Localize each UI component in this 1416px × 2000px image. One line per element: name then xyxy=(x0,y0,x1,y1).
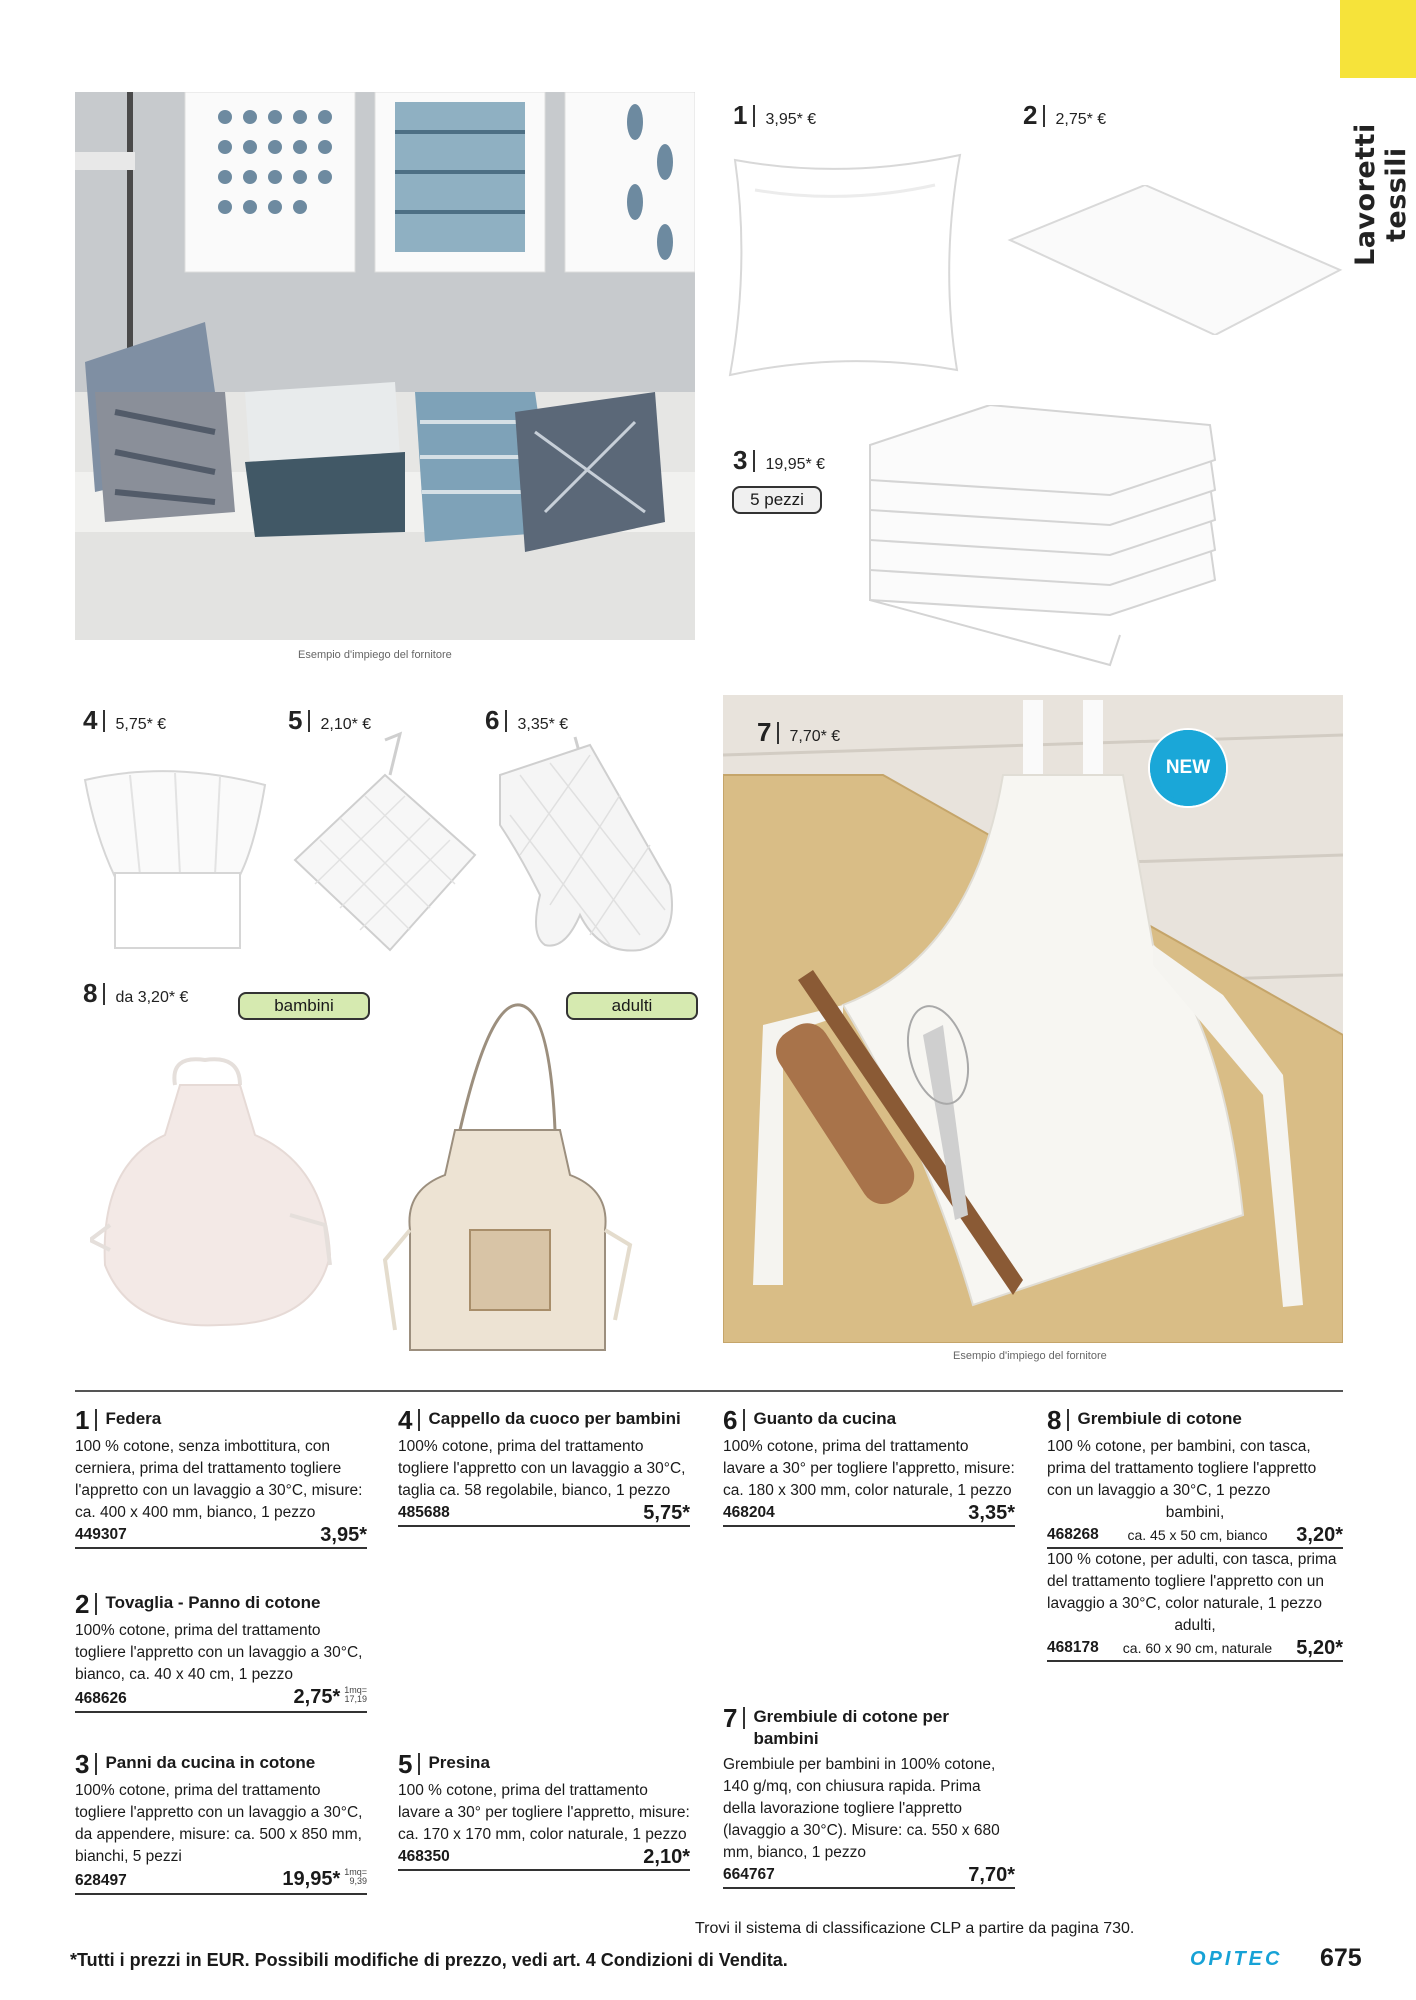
adults-pill: adulti xyxy=(566,992,698,1020)
variant-label-adults: adulti, xyxy=(1174,1617,1216,1634)
product-heading: 6 Guanto da cucina xyxy=(723,1405,897,1435)
pot-holder-image xyxy=(290,730,480,960)
product-description-children: 100 % cotone, per bambini, con tasca, prima del trattamento togliere l'appretto con un lavaggio a 30°C, 1 pezzo xyxy=(1047,1438,1317,1499)
product-item-4 xyxy=(398,1405,690,1527)
product-order-line: 468350 2,10* xyxy=(398,1846,690,1871)
product-heading: 3 Panni da cucina in cotone xyxy=(75,1749,316,1779)
product-description: 100% cotone, prima del trattamento togliere l'appretto con un lavaggio a 30°C, taglia ca. 58 regolabile, bianco, 1 pezzo xyxy=(398,1438,686,1499)
product-order-line: 449307 3,95* xyxy=(75,1524,367,1549)
product-description: 100% cotone, prima del trattamento lavare a 30° per togliere l'appretto, misure: ca. 180 x 300 mm, color naturale, 1 pezzo xyxy=(723,1438,1015,1499)
product-heading: 2 Tovaglia - Panno di cotone xyxy=(75,1589,321,1619)
product-heading: 8 Grembiule di cotone xyxy=(1047,1405,1242,1435)
product-item-2 xyxy=(75,1589,367,1713)
cotton-cloth-image xyxy=(1005,185,1345,335)
product-order-line-adults: 468178 ca. 60 x 90 cm, naturale 5,20* xyxy=(1047,1637,1343,1662)
price-tag-6: 6 3,35* € xyxy=(485,705,569,735)
living-room-illustration xyxy=(75,92,695,640)
living-room-photo xyxy=(75,92,695,640)
product-item-7 xyxy=(723,1703,1015,1889)
supplier-caption-2: Esempio d'impiego del fornitore xyxy=(953,1350,1107,1362)
variant-label-children: bambini, xyxy=(1165,1504,1225,1521)
price-tag-7: 7 7,70* € xyxy=(757,717,841,747)
product-item-8 xyxy=(1047,1405,1343,1662)
price-tag-3: 3 19,95* € xyxy=(733,445,826,475)
price-tag-2: 2 2,75* € xyxy=(1023,100,1107,130)
price-footnote: *Tutti i prezzi in EUR. Possibili modifiche di prezzo, vedi art. 4 Condizioni di Vendita. xyxy=(70,1950,788,1970)
price-tag-4: 4 5,75* € xyxy=(83,705,167,735)
product-order-line-children: 468268 ca. 45 x 50 cm, bianco 3,20* xyxy=(1047,1524,1343,1549)
section-title: Lavoretti tessili xyxy=(1350,123,1412,267)
product-heading: 5 Presina xyxy=(398,1749,490,1779)
price-tag-1: 1 3,95* € xyxy=(733,100,817,130)
product-order-line: 664767 7,70* xyxy=(723,1864,1015,1889)
clp-note: Trovi il sistema di classificazione CLP a partire da pagina 730. xyxy=(695,1920,1135,1937)
price-tag-5: 5 2,10* € xyxy=(288,705,372,735)
product-description: 100 % cotone, senza imbottitura, con cerniera, prima del trattamento togliere l'appretto con un lavaggio a 30°C, misure: ca. 400 x 400 mm, bianco, 1 pezzo xyxy=(75,1438,363,1521)
product-item-1 xyxy=(75,1405,367,1549)
adult-apron-image xyxy=(380,1000,640,1360)
oven-glove-image xyxy=(480,735,695,960)
product-description: 100% cotone, prima del trattamento togliere l'appretto con un lavaggio a 30°C, da appendere, misure: ca. 500 x 850 mm, bianchi, 5 pezzi xyxy=(75,1782,363,1865)
children-pill: bambini xyxy=(238,992,370,1020)
supplier-caption-1: Esempio d'impiego del fornitore xyxy=(298,649,452,661)
chef-hat-image xyxy=(80,765,270,955)
product-description: 100 % cotone, prima del trattamento lavare a 30° per togliere l'appretto, misure: ca. 170 x 170 mm, color naturale, 1 pezzo xyxy=(398,1782,690,1843)
brand-logo: OPITEC xyxy=(1190,1948,1283,1970)
product-order-line: 485688 5,75* xyxy=(398,1502,690,1527)
apron-photo xyxy=(723,695,1343,1343)
section-divider xyxy=(75,1390,1343,1392)
child-apron-image xyxy=(90,1055,340,1330)
kitchen-towels-image xyxy=(860,405,1220,675)
product-heading: 7 Grembiule di cotone per bambini xyxy=(723,1703,949,1748)
page-number: 675 xyxy=(1320,1944,1362,1972)
product-heading: 4 Cappello da cuoco per bambini xyxy=(398,1405,681,1435)
product-order-line: 468626 2,75* 1mq= 17,19 xyxy=(75,1686,367,1713)
pillow-image xyxy=(725,150,965,380)
new-badge: NEW xyxy=(1150,730,1226,806)
product-order-line: 468204 3,35* xyxy=(723,1502,1015,1527)
product-item-3 xyxy=(75,1749,367,1895)
product-order-line: 628497 19,95* 1mq= 9,39 xyxy=(75,1868,367,1895)
price-tag-8: 8 da 3,20* € xyxy=(83,978,189,1008)
product-heading: 1 Federa xyxy=(75,1405,162,1435)
product-description-adults: 100 % cotone, per adulti, con tasca, prima del trattamento togliere l'appretto con un lavaggio a 30°C, color naturale, 1 pezzo xyxy=(1047,1551,1337,1612)
pieces-pill: 5 pezzi xyxy=(732,486,822,514)
section-color-tab xyxy=(1340,0,1416,78)
product-item-6 xyxy=(723,1405,1015,1527)
product-description: 100% cotone, prima del trattamento togliere l'appretto con un lavaggio a 30°C, bianco, ca. 40 x 40 cm, 1 pezzo xyxy=(75,1622,363,1683)
product-item-5 xyxy=(398,1749,690,1871)
product-description: Grembiule per bambini in 100% cotone, 140 g/mq, con chiusura rapida. Prima della lavorazione togliere l'appretto (lavaggio a 30°C). Misure: ca. 550 x 680 mm, bianco, 1 pezzo xyxy=(723,1756,1000,1861)
